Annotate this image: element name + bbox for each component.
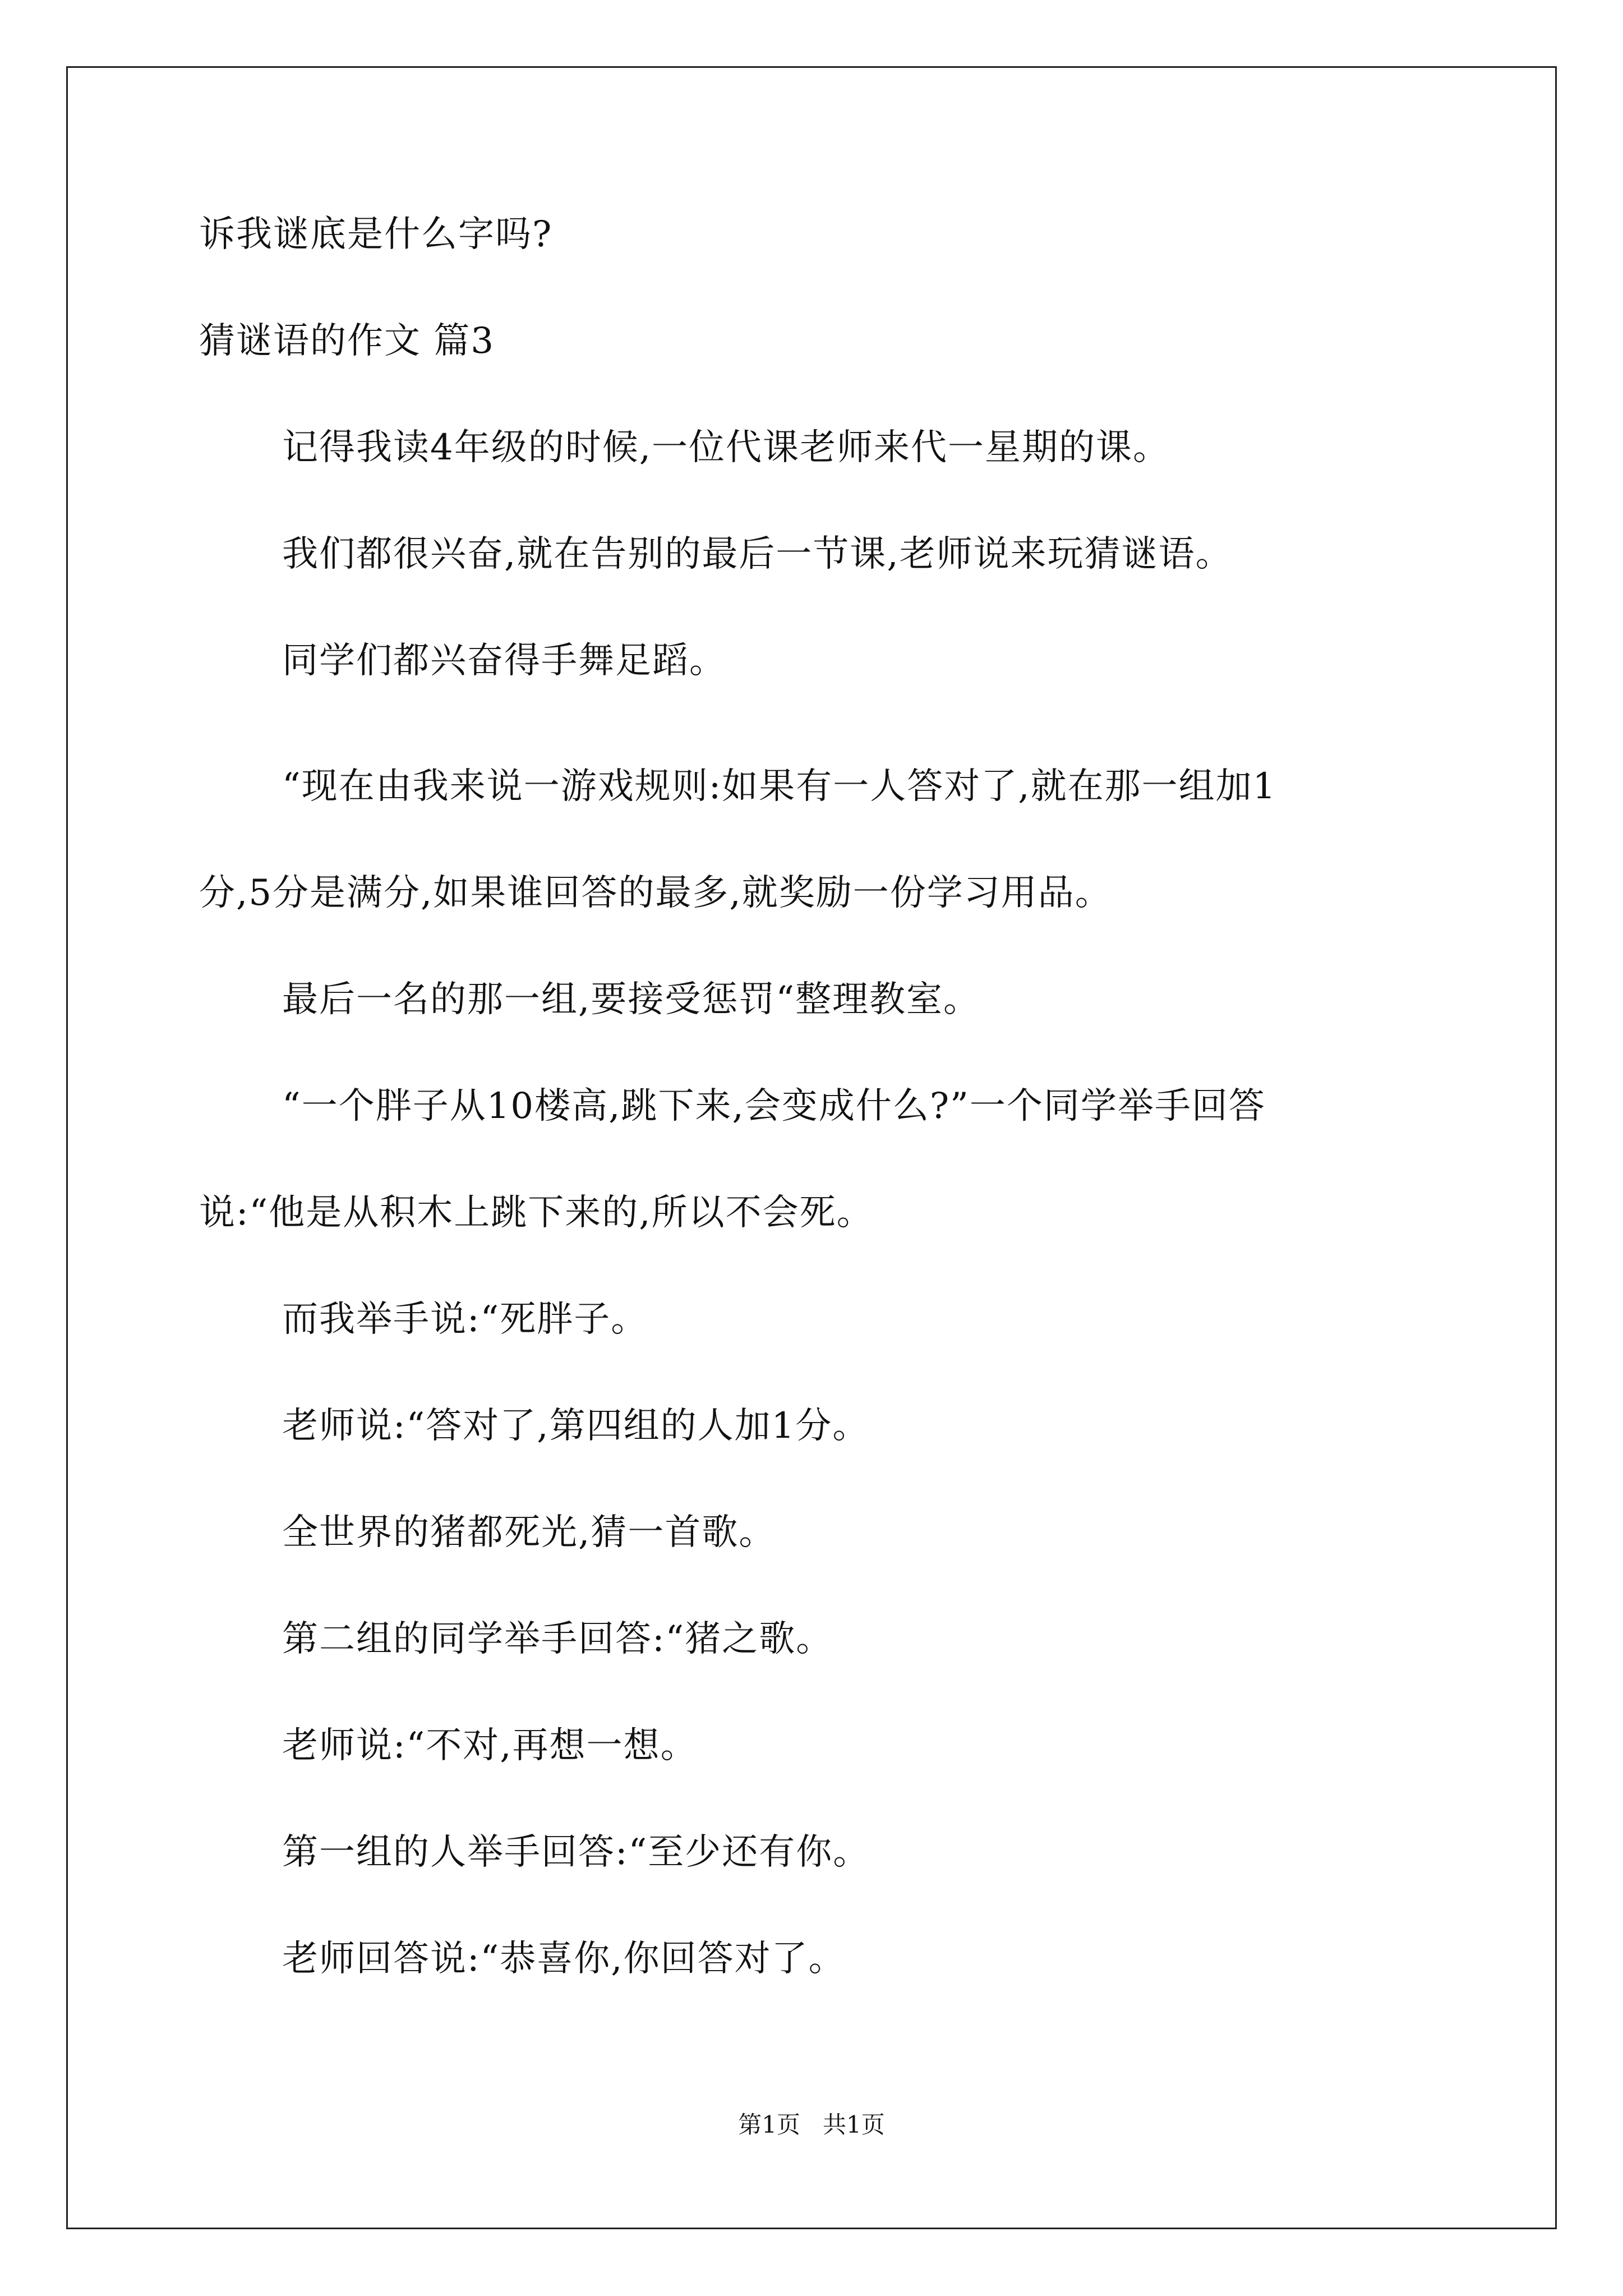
page-number-footer: 第1页 共1页: [738, 2111, 885, 2138]
paragraph-continuation: 说:“他是从积木上跳下来的,所以不会死。: [199, 1192, 874, 1234]
page-border: [66, 66, 1557, 2229]
paragraph: 老师说:“答对了,第四组的人加1分。: [282, 1405, 870, 1447]
paragraph: “现在由我来说一游戏规则:如果有一人答对了,就在那一组加1: [282, 766, 1277, 807]
paragraph: 老师说:“不对,再想一想。: [282, 1725, 698, 1766]
paragraph: 第一组的人举手回答:“至少还有你。: [282, 1832, 870, 1873]
paragraph: 记得我读4年级的时候,一位代课老师来代一星期的课。: [282, 427, 1170, 468]
text-line: 诉我谜底是什么字吗?: [199, 214, 553, 255]
paragraph: 第二组的同学举手回答:“猪之歌。: [282, 1618, 833, 1660]
paragraph: 同学们都兴奋得手舞足蹈。: [282, 640, 726, 682]
paragraph: 老师回答说:“恭喜你,你回答对了。: [282, 1938, 846, 1980]
paragraph: 最后一名的那一组,要接受惩罚“整理教室。: [282, 979, 981, 1020]
paragraph-continuation: 分,5分是满分,如果谁回答的最多,就奖励一份学习用品。: [199, 872, 1112, 914]
paragraph: 而我举手说:“死胖子。: [282, 1299, 648, 1340]
paragraph: “一个胖子从10楼高,跳下来,会变成什么?”一个同学举手回答: [282, 1085, 1266, 1127]
paragraph: 全世界的猪都死光,猜一首歌。: [282, 1512, 776, 1553]
section-heading: 猜谜语的作文 篇3: [199, 320, 495, 362]
paragraph: 我们都很兴奋,就在告别的最后一节课,老师说来玩猜谜语。: [282, 533, 1233, 575]
